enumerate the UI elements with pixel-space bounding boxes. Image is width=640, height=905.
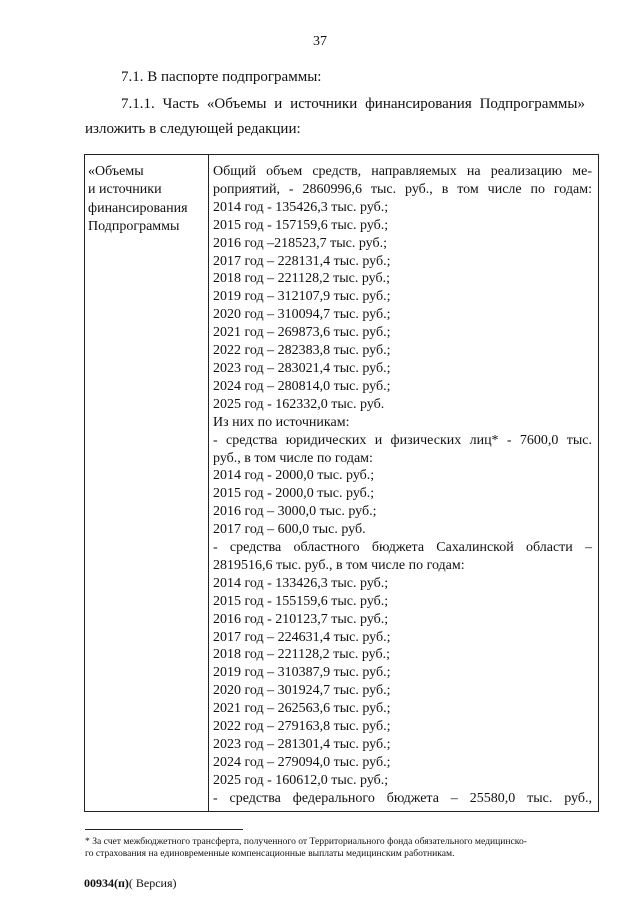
legal-entities-text-line: руб., в том числе по годам:	[213, 450, 373, 466]
regional-budget-year-line: 2020 год – 301924,7 тыс. руб.;	[213, 683, 391, 699]
regional-budget-text-line: - средства областного бюджета Сахалинской области –	[213, 540, 592, 556]
funding-label-cell	[85, 155, 209, 812]
footnote-line: * За счет межбюджетного трансферта, полученного от Территориального фонда обязательного медицинско-	[85, 836, 527, 847]
label-line: Подпрограммы	[88, 218, 180, 234]
total-year-line: 2019 год – 312107,9 тыс. руб.;	[213, 289, 391, 305]
funding-passport-table	[84, 154, 599, 812]
regional-budget-year-line: 2014 год - 133426,3 тыс. руб.;	[213, 575, 389, 591]
label-line: финансирования	[88, 200, 188, 216]
total-year-line: 2021 год – 269873,6 тыс. руб.;	[213, 325, 391, 341]
page-number: 37	[313, 34, 327, 49]
legal-entities-year-line: 2015 год - 2000,0 тыс. руб.;	[213, 486, 375, 502]
regional-budget-text-line: 2819516,6 тыс. руб., в том числе по годам:	[213, 557, 465, 573]
table-row	[85, 155, 599, 812]
footnote-line: го страхования на единовременные компенсационные выплаты медицинским работникам.	[85, 848, 455, 859]
total-year-line: 2015 год - 157159,6 тыс. руб.;	[213, 217, 389, 233]
total-year-line: 2025 год - 162332,0 тыс. руб.	[213, 396, 385, 412]
document-code-number: 00934(п)	[84, 876, 129, 890]
subsection-text-line-1: 7.1.1. Часть «Объемы и источники финансирования Подпрограммы»	[121, 96, 585, 112]
regional-budget-year-line: 2021 год – 262563,6 тыс. руб.;	[213, 701, 391, 717]
regional-budget-year-line: 2018 год – 221128,2 тыс. руб.;	[213, 647, 390, 663]
regional-budget-year-line: 2023 год – 281301,4 тыс. руб.;	[213, 737, 391, 752]
document-code	[84, 876, 177, 891]
regional-budget-year-line: 2019 год – 310387,9 тыс. руб.;	[213, 665, 391, 681]
subsection-text-line-2: изложить в следующей редакции:	[85, 121, 301, 137]
funding-content-cell	[209, 155, 599, 812]
regional-budget-year-line: 2025 год - 160612,0 тыс. руб.;	[213, 772, 389, 788]
total-year-line: 2024 год – 280814,0 тыс. руб.;	[213, 378, 391, 394]
legal-entities-year-line: 2014 год - 2000,0 тыс. руб.;	[213, 468, 375, 484]
federal-budget-text-line: - средства федерального бюджета – 25580,0 тыс. руб.,	[213, 790, 592, 806]
regional-budget-year-line: 2022 год – 279163,8 тыс. руб.;	[213, 719, 391, 735]
regional-budget-year-line: 2015 год - 155159,6 тыс. руб.;	[213, 593, 389, 609]
regional-budget-year-line: 2016 год - 210123,7 тыс. руб.;	[213, 611, 389, 627]
total-year-line: 2017 год – 228131,4 тыс. руб.;	[213, 253, 391, 269]
total-year-line: 2016 год –218523,7 тыс. руб.;	[213, 235, 387, 251]
total-year-line: 2023 год – 283021,4 тыс. руб.;	[213, 360, 391, 376]
legal-entities-year-line: 2017 год – 600,0 тыс. руб.	[213, 522, 366, 538]
regional-budget-year-line: 2017 год – 224631,4 тыс. руб.;	[213, 629, 391, 645]
total-text-line: Общий объем средств, направляемых на реализацию ме-	[213, 164, 592, 179]
section-heading: 7.1. В паспорте подпрограммы:	[121, 69, 322, 85]
total-year-line: 2014 год - 135426,3 тыс. руб.;	[213, 199, 389, 215]
footnote-divider	[85, 829, 243, 830]
total-year-line: 2018 год – 221128,2 тыс. руб.;	[213, 271, 390, 287]
total-year-line: 2020 год – 310094,7 тыс. руб.;	[213, 307, 391, 323]
footnote	[85, 836, 601, 860]
legal-entities-text-line: - средства юридических и физических лиц* - 7600,0 тыс.	[213, 432, 592, 448]
legal-entities-year-line: 2016 год – 3000,0 тыс. руб.;	[213, 504, 377, 520]
label-line: и источники	[88, 182, 162, 198]
label-line: «Объемы	[88, 164, 144, 179]
total-year-line: 2022 год – 282383,8 тыс. руб.;	[213, 343, 391, 359]
sources-heading: Из них по источникам:	[213, 414, 350, 430]
total-text-line: роприятий, - 2860996,6 тыс. руб., в том числе по годам:	[213, 181, 592, 197]
document-version: ( Версия)	[128, 876, 177, 890]
regional-budget-year-line: 2024 год – 279094,0 тыс. руб.;	[213, 754, 391, 770]
